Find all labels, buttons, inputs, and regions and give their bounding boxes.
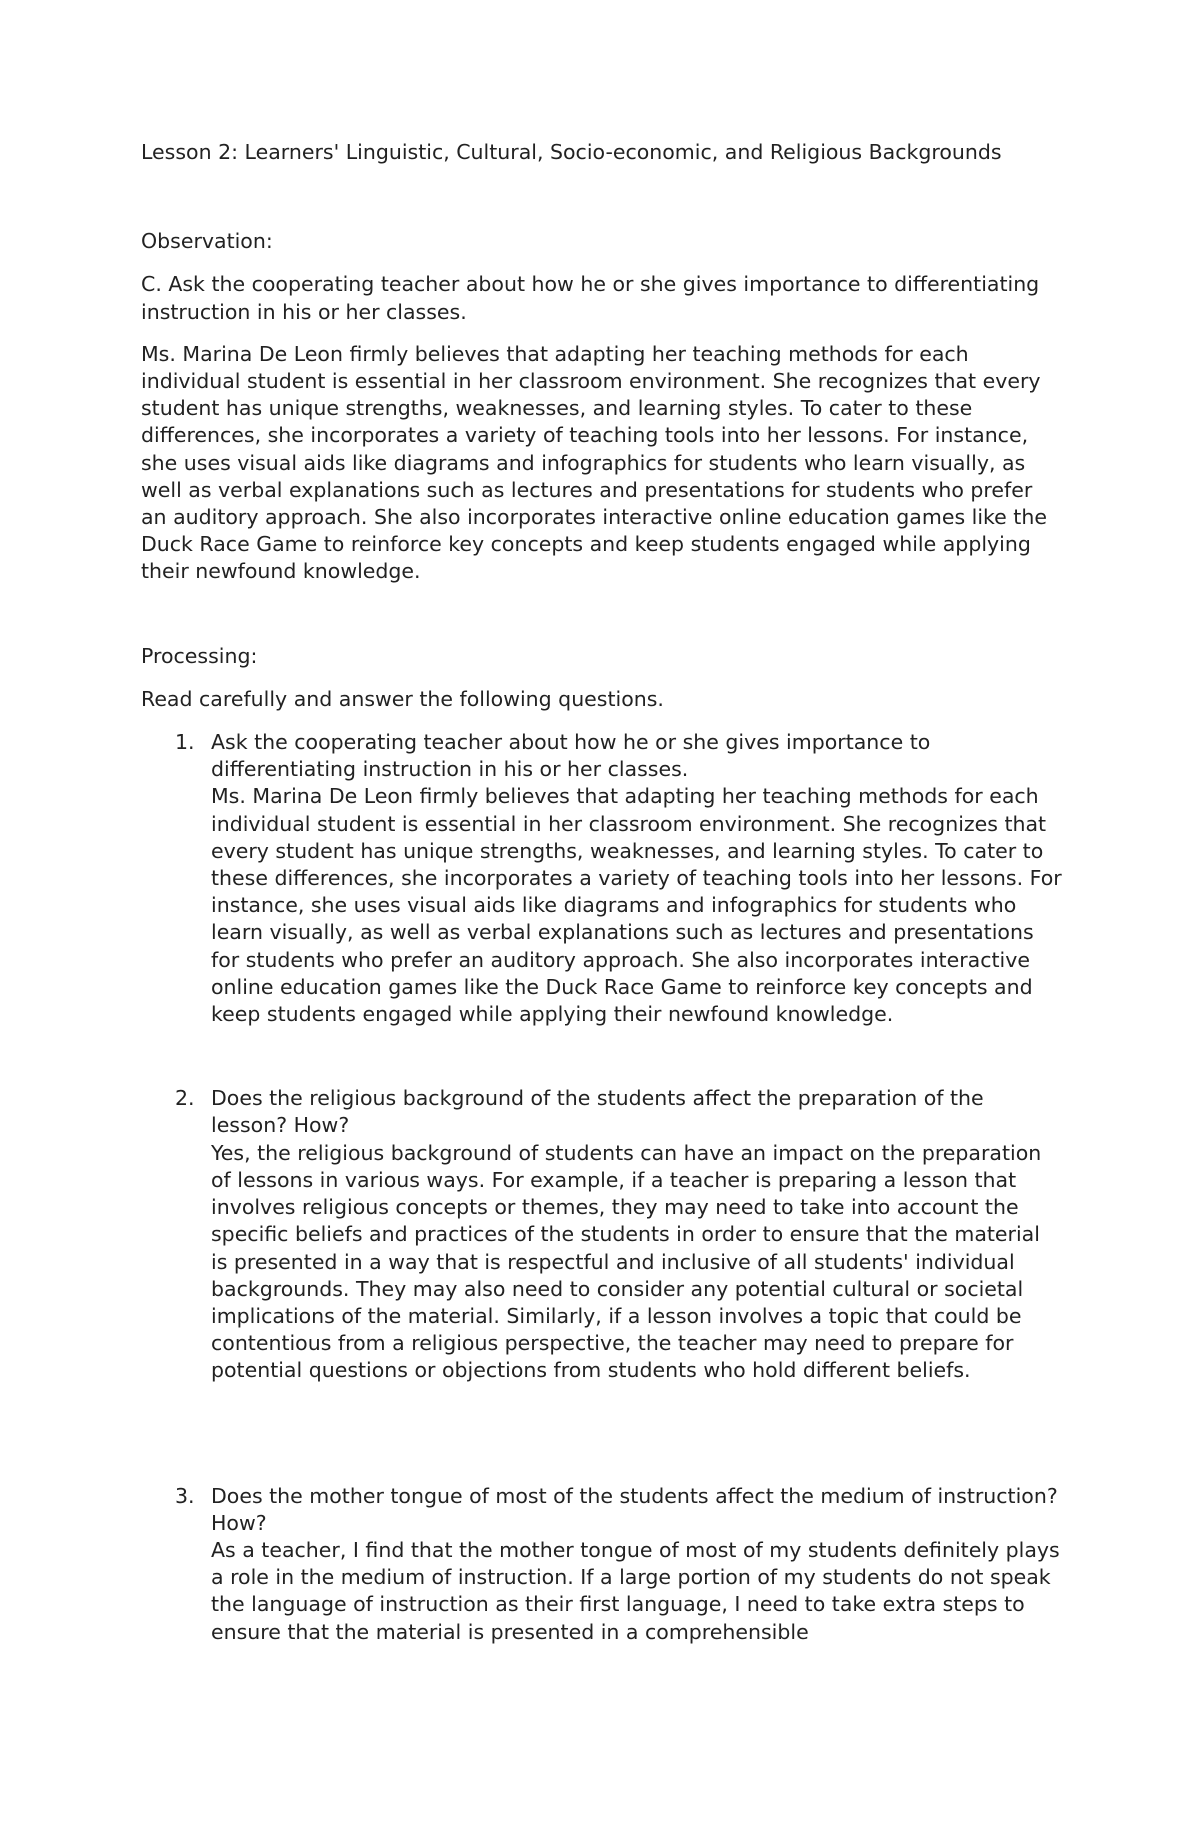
document-body: [141, 139, 1061, 1646]
question-item: [141, 1085, 1062, 1384]
question-list: [141, 729, 1061, 1646]
observation-answer: Ms. Marina De Leon firmly believes that adapting her teaching methods for each individual student is essential in her classroom environment. She recognizes that every student has unique strengths, weaknesses, and learning styles. To cater to these differences, she incorporates a variety of teaching tools into her lessons. For instance, she uses visual aids like diagrams and infographics for students who learn visually, as well as verbal explanations such as lectures and presentations for students who prefer an auditory approach. She also incorporates interactive online education games like the Duck Race Game to reinforce key concepts and keep students engaged while applying their newfound knowledge.: [141, 341, 1047, 584]
answer-text: As a teacher, I find that the mother tongue of most of my students definitely plays a role in the medium of instruction. If a large portion of my students do not speak the language of instruction as their first language, I need to take extra steps to ensure that the material is presented in a comprehensible: [211, 1537, 1060, 1644]
answer-text: Yes, the religious background of students can have an impact on the preparation of lessons in various ways. For example, if a teacher is preparing a lesson that involves religious concepts or themes, they may need to take into account the specific beliefs and practices of the students in order to ensure that the material is presented in a way that is respectful and inclusive of all students' individual backgrounds. They may also need to consider any potential cultural or societal implications of the material. Similarly, if a lesson involves a topic that could be contentious from a religious perspective, the teacher may need to prepare for potential questions or objections from students who hold different beliefs.: [211, 1140, 1042, 1383]
processing-instruction: Read carefully and answer the following questions.: [141, 686, 664, 711]
question-text: Does the religious background of the students affect the preparation of the lesson? How?: [211, 1086, 984, 1138]
question-number: 2.: [175, 1086, 195, 1111]
processing-heading: Processing:: [141, 643, 258, 668]
question-text: Ask the cooperating teacher about how he or she gives importance to differentiating instruction in his or her classes.: [211, 730, 931, 782]
question-text: Does the mother tongue of most of the students affect the medium of instruction? How?: [211, 1483, 1058, 1535]
observation-question: C. Ask the cooperating teacher about how he or she gives importance to differentiating instruction in his or her classes.: [141, 272, 1040, 324]
document-title: Lesson 2: Learners' Linguistic, Cultural, Socio-economic, and Religious Backgrounds: [141, 140, 1002, 164]
question-item: [141, 1483, 1062, 1646]
question-number: 3.: [175, 1483, 195, 1508]
question-number: 1.: [175, 730, 195, 755]
question-item: [141, 729, 1062, 1028]
answer-text: Ms. Marina De Leon firmly believes that adapting her teaching methods for each individual student is essential in her classroom environment. She recognizes that every student has unique strengths, weaknesses, and learning styles. To cater to these differences, she incorporates a variety of teaching tools into her lessons. For instance, she uses visual aids like diagrams and infographics for students who learn visually, as well as verbal explanations such as lectures and presentations for students who prefer an auditory approach. She also incorporates interactive online education games like the Duck Race Game to reinforce key concepts and keep students engaged while applying their newfound knowledge.: [211, 784, 1062, 1027]
observation-heading: Observation:: [141, 229, 273, 254]
